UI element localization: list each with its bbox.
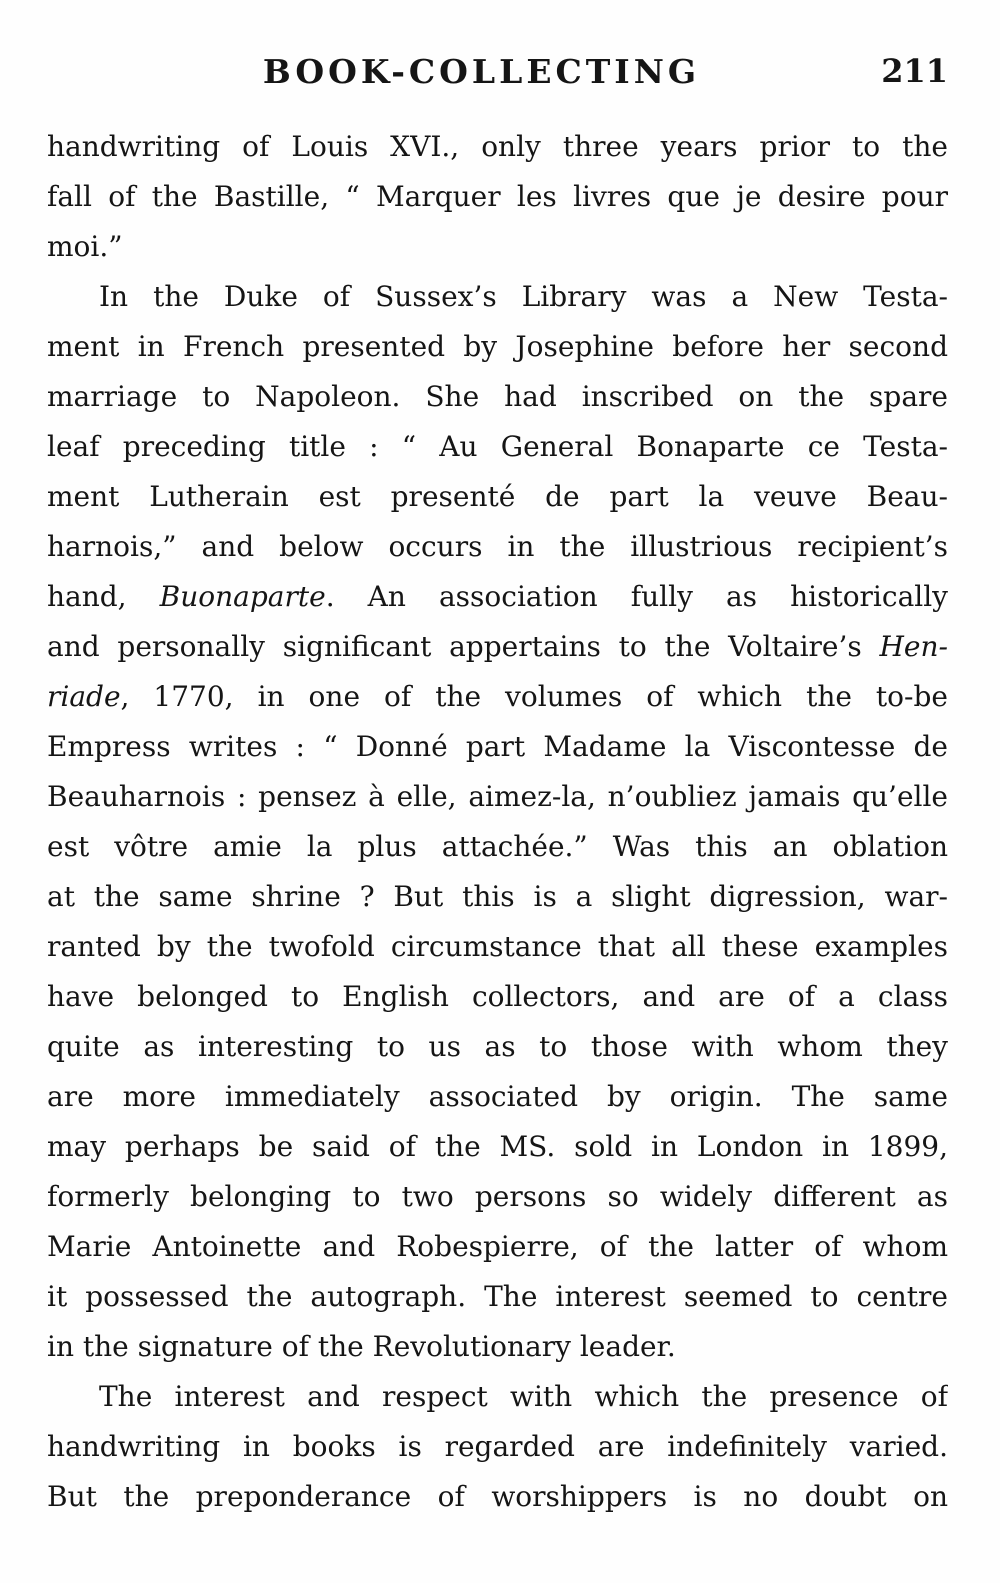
text-segment: In the Duke of Sussex’s Library was a New Testa- xyxy=(99,280,948,313)
italic-text: Hen- xyxy=(879,630,948,663)
text-line xyxy=(47,1472,948,1522)
text-line xyxy=(47,922,948,972)
text-line xyxy=(47,722,948,772)
text-line xyxy=(47,972,948,1022)
text-line xyxy=(47,622,948,672)
text-line xyxy=(47,472,948,522)
text-line xyxy=(47,822,948,872)
paragraph xyxy=(47,1372,948,1522)
text-segment: in the signature of the Revolutionary leader. xyxy=(47,1330,676,1363)
text-line xyxy=(47,372,948,422)
text-segment: Empress writes : “ Donné part Madame la Viscontesse de xyxy=(47,730,948,763)
italic-text: Buonaparte xyxy=(159,580,326,613)
text-segment: are more immediately associated by origin. The same xyxy=(47,1080,948,1113)
italic-text: riade xyxy=(47,680,121,713)
text-segment: . An association fully as historically xyxy=(325,580,948,613)
text-line xyxy=(47,1072,948,1122)
text-line xyxy=(47,1172,948,1222)
text-segment: may perhaps be said of the MS. sold in London in 1899, xyxy=(47,1130,948,1163)
text-segment: Beauharnois : pensez à elle, aimez-la, n’oubliez jamais qu’elle xyxy=(47,780,948,813)
paragraph xyxy=(47,122,948,272)
text-line xyxy=(47,1422,948,1472)
text-line xyxy=(47,772,948,822)
text-line xyxy=(47,172,948,222)
paragraph xyxy=(47,272,948,1372)
text-segment: marriage to Napoleon. She had inscribed on the spare xyxy=(47,380,948,413)
text-segment: leaf preceding title : “ Au General Bonaparte ce Testa- xyxy=(47,430,948,463)
running-title: BOOK-COLLECTING xyxy=(262,52,701,91)
text-segment: it possessed the autograph. The interest seemed to centre xyxy=(47,1280,948,1313)
text-segment: hand, xyxy=(47,580,160,613)
text-segment: , 1770, in one of the volumes of which the to-be xyxy=(120,680,948,713)
page-body xyxy=(47,122,948,1522)
text-line xyxy=(47,672,948,722)
text-line xyxy=(47,872,948,922)
text-line xyxy=(47,422,948,472)
text-line xyxy=(47,1222,948,1272)
text-line xyxy=(47,272,948,322)
text-segment: ment in French presented by Josephine before her second xyxy=(47,330,948,363)
text-segment: at the same shrine ? But this is a slight digression, war- xyxy=(47,880,948,913)
text-line xyxy=(47,1122,948,1172)
text-segment: handwriting of Louis XVI., only three years prior to the xyxy=(47,130,948,163)
text-segment: est vôtre amie la plus attachée.” Was this an oblation xyxy=(47,830,948,863)
page-number: 211 xyxy=(881,52,948,90)
text-segment: moi.” xyxy=(47,230,123,263)
text-line xyxy=(47,572,948,622)
text-line xyxy=(47,222,948,272)
text-segment: handwriting in books is regarded are indefinitely varied. xyxy=(47,1430,948,1463)
text-segment: Marie Antoinette and Robespierre, of the latter of whom xyxy=(47,1230,948,1263)
text-line xyxy=(47,1272,948,1322)
running-header xyxy=(47,52,948,98)
text-segment: harnois,” and below occurs in the illustrious recipient’s xyxy=(47,530,948,563)
text-line xyxy=(47,1022,948,1072)
text-segment: fall of the Bastille, “ Marquer les livres que je desire pour xyxy=(47,180,948,213)
text-line xyxy=(47,1322,948,1372)
text-segment: But the preponderance of worshippers is no doubt on xyxy=(47,1480,948,1513)
text-line xyxy=(47,522,948,572)
text-segment: and personally significant appertains to the Voltaire’s xyxy=(47,630,880,663)
text-line xyxy=(47,1372,948,1422)
text-segment: have belonged to English collectors, and are of a class xyxy=(47,980,948,1013)
text-segment: quite as interesting to us as to those with whom they xyxy=(47,1030,948,1063)
text-segment: ment Lutherain est presenté de part la veuve Beau- xyxy=(47,480,948,513)
text-line xyxy=(47,122,948,172)
text-segment: formerly belonging to two persons so widely different as xyxy=(47,1180,948,1213)
text-segment: ranted by the twofold circumstance that all these examples xyxy=(47,930,948,963)
text-segment: The interest and respect with which the presence of xyxy=(99,1380,948,1413)
text-line xyxy=(47,322,948,372)
